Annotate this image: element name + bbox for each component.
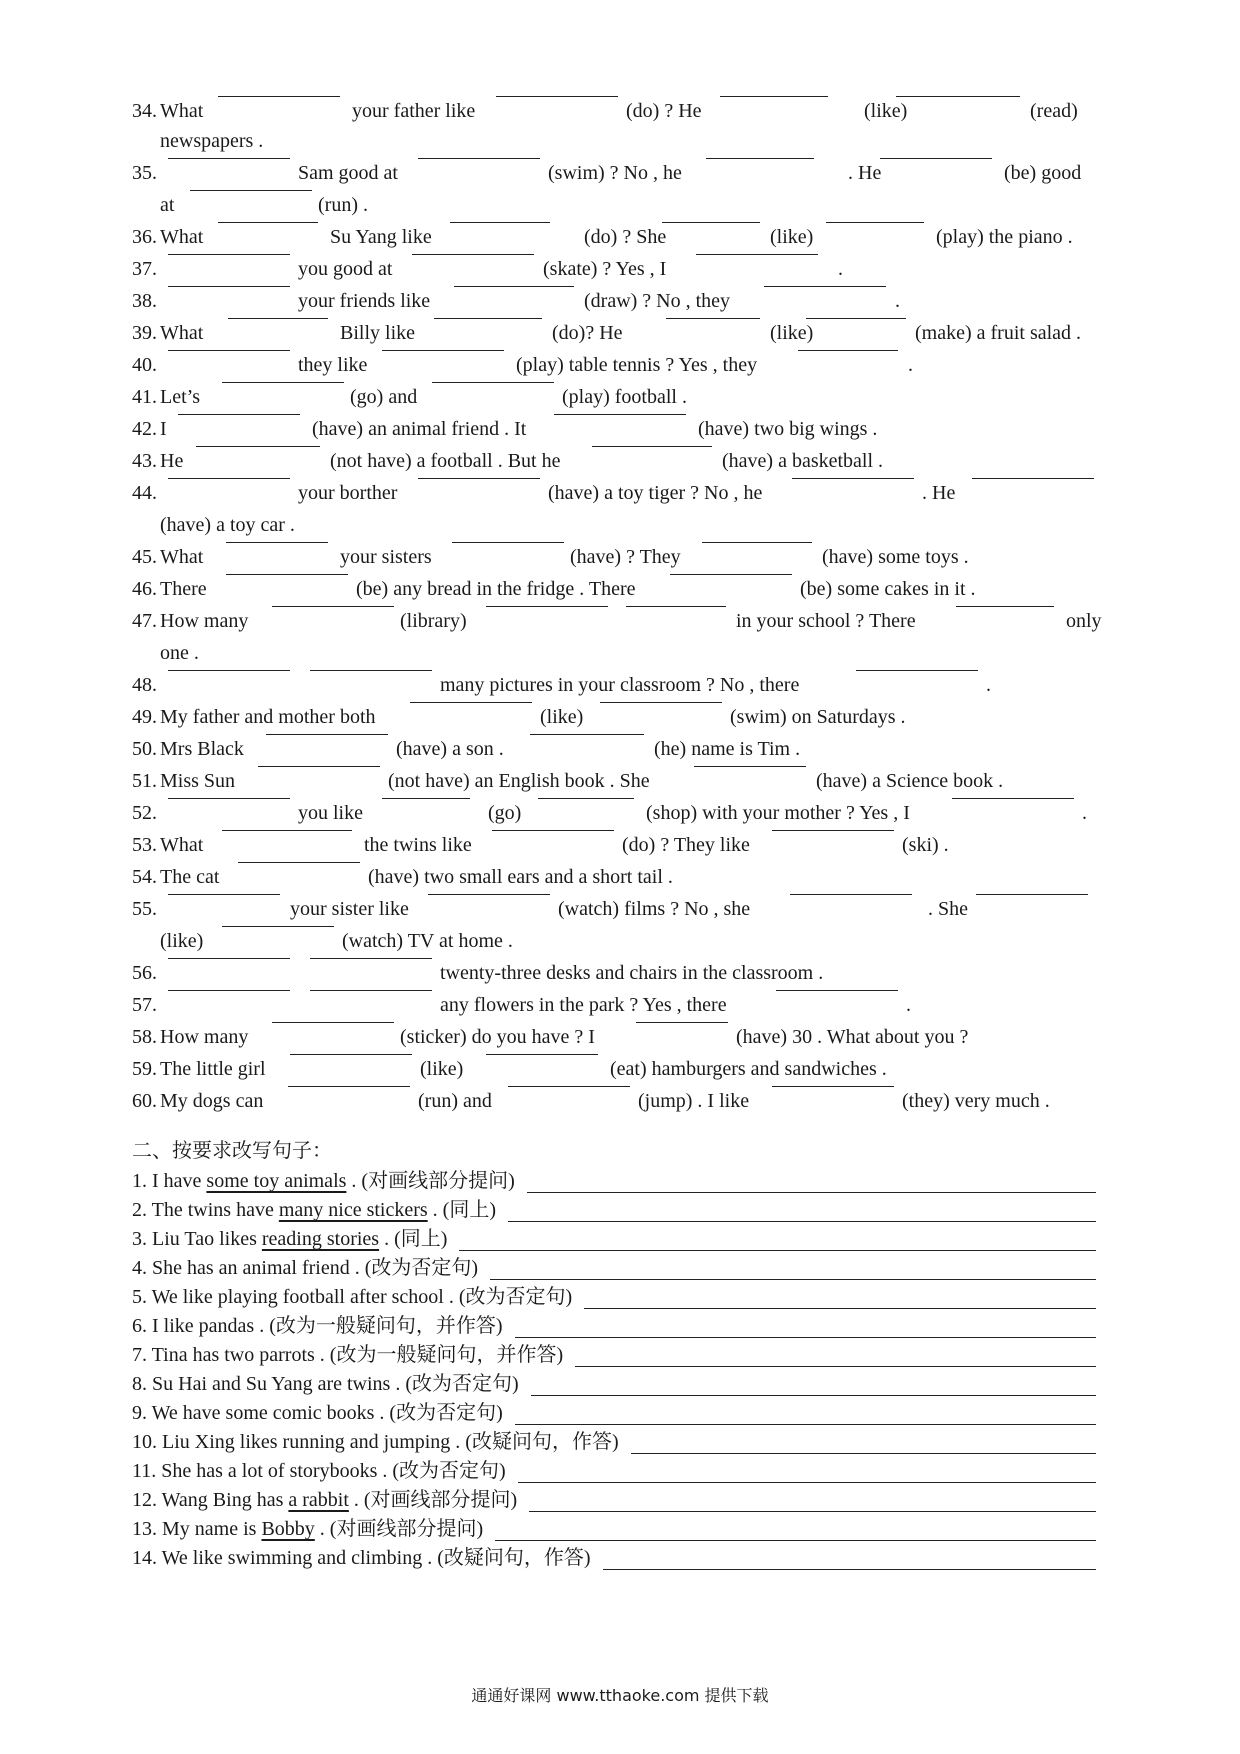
rewrite-item [132,1485,517,1515]
rewrite-item [132,1253,478,1283]
answer-blank[interactable] [776,990,898,991]
rewrite-instruction: . (同上) [427,1199,496,1221]
answer-blank[interactable] [418,478,540,479]
answer-blank[interactable] [168,350,290,351]
answer-blank[interactable] [626,606,726,607]
item-number: 34. [132,100,157,122]
answer-blank[interactable] [702,542,812,543]
item-text: (watch) TV at home . [342,930,513,952]
answer-blank[interactable] [538,798,634,799]
item-text: (skate) ? Yes , I [543,258,667,280]
item-number: 41. [132,386,157,408]
item-text: twenty-three desks and chairs in the classroom . [440,962,824,984]
answer-blank[interactable] [272,1022,394,1023]
item-text: (like) [540,706,584,728]
item-number: 51. [132,770,157,792]
item-text: your friends like [298,290,431,312]
answer-line[interactable] [631,1453,1096,1454]
answer-blank[interactable] [592,446,712,447]
underlined-part: reading stories [261,1228,380,1250]
answer-line[interactable] [531,1395,1096,1396]
answer-blank[interactable] [694,766,806,767]
item-text: (be) some cakes in it . [800,578,976,600]
answer-blank[interactable] [382,798,470,799]
item-text: (they) very much . [902,1090,1050,1112]
item-text: (play) the piano . [936,226,1073,248]
item-text: any flowers in the park ? Yes , there [440,994,727,1016]
item-text: What [160,322,204,344]
item-text: Let’s [160,386,200,408]
answer-blank[interactable] [196,446,320,447]
item-number: 39. [132,322,157,344]
answer-line[interactable] [527,1192,1096,1193]
item-number: 58. [132,1026,157,1048]
rewrite-item [132,1456,506,1486]
item-text: newspapers . [160,130,264,152]
answer-blank[interactable] [772,1086,894,1087]
item-text: Billy like [340,322,415,344]
rewrite-item [132,1543,591,1573]
rewrite-item [132,1514,483,1544]
answer-blank[interactable] [168,990,290,991]
underlined-part: a rabbit [288,1489,349,1511]
item-text: (have) ? They [570,546,681,568]
item-text: (swim) on Saturdays . [730,706,906,728]
item-text: (do) ? He [626,100,702,122]
item-text: (watch) films ? No , she [558,898,751,920]
item-text: (do) ? They like [622,834,750,856]
item-text: (do) ? She [584,226,667,248]
item-text: . He [848,162,882,184]
answer-blank[interactable] [764,286,886,287]
item-number: 36. [132,226,157,248]
item-text: the twins like [364,834,472,856]
answer-line[interactable] [515,1337,1096,1338]
answer-blank[interactable] [266,734,388,735]
answer-blank[interactable] [492,830,614,831]
answer-line[interactable] [508,1221,1096,1222]
answer-blank[interactable] [880,158,992,159]
answer-blank[interactable] [662,222,760,223]
item-text: at [160,194,175,216]
rewrite-prompt: 10. Liu Xing likes running and jumping . (改疑问句，作答) [132,1431,619,1453]
answer-line[interactable] [515,1424,1096,1425]
item-number: 47. [132,610,157,632]
answer-blank[interactable] [670,574,792,575]
answer-blank[interactable] [168,478,290,479]
item-number: 49. [132,706,157,728]
rewrite-prompt: 6. I like pandas . (改为一般疑问句，并作答) [132,1315,503,1337]
answer-blank[interactable] [428,894,550,895]
rewrite-instruction: . (同上) [379,1228,448,1250]
item-text: . [986,674,991,696]
answer-blank[interactable] [452,542,564,543]
answer-blank[interactable] [896,96,1020,97]
item-text: (like) [864,100,908,122]
item-text: . He [922,482,956,504]
item-text: He [160,450,184,472]
item-text: Miss Sun [160,770,236,792]
item-text: (not have) an English book . She [388,770,650,792]
answer-blank[interactable] [168,286,290,287]
answer-blank[interactable] [508,1086,630,1087]
answer-blank[interactable] [600,702,722,703]
item-text: What [160,834,204,856]
answer-blank[interactable] [382,350,504,351]
answer-blank[interactable] [310,990,432,991]
item-text: . [895,290,900,312]
answer-line[interactable] [459,1250,1096,1251]
answer-blank[interactable] [972,478,1094,479]
page-footer: 通通好课网 www.tthaoke.com 提供下载 [471,1686,769,1705]
answer-blank[interactable] [554,414,686,415]
item-text: (eat) hamburgers and sandwiches . [610,1058,887,1080]
item-text: (go) [488,802,522,824]
item-text: (have) a toy car . [160,514,295,536]
answer-blank[interactable] [310,670,432,671]
answer-line[interactable] [490,1279,1096,1280]
answer-blank[interactable] [272,606,394,607]
item-text: What [160,546,204,568]
underlined-part: many nice stickers [278,1199,428,1221]
item-text: (like) [160,930,204,952]
answer-blank[interactable] [856,670,978,671]
item-number: 35. [132,162,157,184]
rewrite-item [132,1311,503,1341]
item-text: in your school ? There [736,610,916,632]
rewrite-prompt: 5. We like playing football after school . (改为否定句) [132,1286,573,1308]
answer-blank[interactable] [826,222,924,223]
rewrite-prompt: 7. Tina has two parrots . (改为一般疑问句，并作答) [132,1344,564,1366]
answer-blank[interactable] [496,96,618,97]
item-text: . [908,354,913,376]
answer-blank[interactable] [636,1022,728,1023]
answer-blank[interactable] [222,382,344,383]
item-text: (have) a son . [396,738,504,760]
item-text: . [1082,802,1087,824]
answer-blank[interactable] [530,734,644,735]
item-number: 44. [132,482,157,504]
underlined-part: Bobby [261,1518,315,1540]
answer-blank[interactable] [720,96,828,97]
item-text: your sisters [340,546,432,568]
answer-blank[interactable] [168,254,290,255]
rewrite-prompt: 9. We have some comic books . (改为否定句) [132,1402,503,1424]
item-text: (have) a basketball . [722,450,884,472]
answer-blank[interactable] [238,862,360,863]
item-text: (have) a toy tiger ? No , he [548,482,763,504]
item-text: (sticker) do you have ? I [400,1026,595,1048]
answer-line[interactable] [584,1308,1096,1309]
item-text: your borther [298,482,398,504]
rewrite-prompt: 11. She has a lot of storybooks . (改为否定句) [132,1460,506,1482]
rewrite-item [132,1195,496,1225]
item-text: (draw) ? No , they [584,290,731,312]
item-text: (not have) a football . But he [330,450,561,472]
rewrite-item [132,1340,563,1370]
item-text: (go) and [350,386,418,408]
item-text: (read) [1030,100,1078,122]
answer-blank[interactable] [168,798,290,799]
item-text: (do)? He [552,322,623,344]
item-text: (have) two big wings . [698,418,878,440]
answer-blank[interactable] [432,382,554,383]
item-text: (like) [420,1058,464,1080]
item-text: (jump) . I like [638,1090,750,1112]
rewrite-prompt: 1. I have [132,1170,207,1192]
answer-blank[interactable] [310,958,432,959]
answer-blank[interactable] [226,574,348,575]
answer-blank[interactable] [806,318,906,319]
item-number: 42. [132,418,157,440]
item-text: (be) good [1004,162,1082,184]
answer-blank[interactable] [412,254,534,255]
item-text: one . [160,642,199,664]
item-text: your father like [352,100,476,122]
item-text: (play) football . [562,386,687,408]
answer-blank[interactable] [418,158,540,159]
rewrite-item [132,1166,515,1196]
answer-blank[interactable] [218,96,340,97]
answer-blank[interactable] [450,222,550,223]
item-number: 60. [132,1090,157,1112]
answer-blank[interactable] [168,958,290,959]
item-number: 55. [132,898,157,920]
answer-blank[interactable] [290,1054,412,1055]
item-number: 57. [132,994,157,1016]
item-text: (be) any bread in the fridge . There [356,578,636,600]
item-text: (he) name is Tim . [654,738,801,760]
item-text: (library) [400,610,467,632]
answer-blank[interactable] [792,478,914,479]
item-text: you like [298,802,363,824]
answer-blank[interactable] [168,158,290,159]
item-text: . [838,258,843,280]
answer-blank[interactable] [952,798,1074,799]
item-text: (play) table tennis ? Yes , they [516,354,758,376]
item-number: 43. [132,450,157,472]
item-number: 52. [132,802,157,824]
item-text: (shop) with your mother ? Yes , I [646,802,910,824]
item-number: 56. [132,962,157,984]
answer-blank[interactable] [226,542,328,543]
item-text: I [160,418,167,440]
item-text: My father and mother both [160,706,376,728]
answer-line[interactable] [575,1366,1096,1367]
rewrite-prompt: 13. My name is [132,1518,262,1540]
item-text: (run) and [418,1090,492,1112]
item-number: 37. [132,258,157,280]
item-text: (run) . [318,194,368,216]
rewrite-prompt: 12. Wang Bing has [132,1489,289,1511]
answer-blank[interactable] [666,318,760,319]
underlined-part: some toy animals [206,1170,347,1192]
item-number: 59. [132,1058,157,1080]
answer-blank[interactable] [798,350,898,351]
item-text: My dogs can [160,1090,264,1112]
answer-blank[interactable] [168,894,280,895]
item-text: The cat [160,866,220,888]
item-text: . [906,994,911,1016]
item-text: (make) a fruit salad . [915,322,1082,344]
answer-blank[interactable] [178,414,300,415]
item-text: Sam good at [298,162,398,184]
item-text: (have) 30 . What about you ? [736,1026,969,1048]
item-number: 50. [132,738,157,760]
item-text: What [160,226,204,248]
item-text: The little girl [160,1058,266,1080]
item-text: many pictures in your classroom ? No , there [440,674,800,696]
item-text: . She [928,898,968,920]
answer-blank[interactable] [258,766,380,767]
rewrite-instruction: . (对画线部分提问) [348,1489,518,1511]
rewrite-prompt: 8. Su Hai and Su Yang are twins . (改为否定句) [132,1373,519,1395]
answer-line[interactable] [603,1569,1096,1570]
item-text: (have) an animal friend . It [312,418,527,440]
rewrite-prompt: 4. She has an animal friend . (改为否定句) [132,1257,479,1279]
item-text: (have) some toys . [822,546,969,568]
item-text: only [1066,610,1102,632]
item-text: they like [298,354,368,376]
answer-blank[interactable] [486,1054,598,1055]
item-number: 54. [132,866,157,888]
answer-blank[interactable] [218,222,318,223]
answer-blank[interactable] [190,190,312,191]
item-number: 45. [132,546,157,568]
rewrite-prompt: 14. We like swimming and climbing . (改疑问句，作答) [132,1547,591,1569]
answer-blank[interactable] [410,702,532,703]
section-two-title: 二、按要求改写句子： [132,1140,332,1162]
rewrite-item [132,1398,503,1428]
item-text: What [160,100,204,122]
answer-blank[interactable] [976,894,1088,895]
item-text: There [160,578,207,600]
answer-blank[interactable] [222,830,352,831]
rewrite-instruction: . (对画线部分提问) [314,1518,484,1540]
answer-blank[interactable] [228,318,328,319]
item-number: 40. [132,354,157,376]
item-text: How many [160,610,249,632]
rewrite-item [132,1369,519,1399]
item-text: your sister like [290,898,409,920]
item-text: (have) a Science book . [816,770,1004,792]
rewrite-item [132,1224,447,1254]
item-text: (swim) ? No , he [548,162,682,184]
answer-blank[interactable] [790,894,912,895]
answer-blank[interactable] [222,926,334,927]
rewrite-item [132,1427,619,1457]
answer-line[interactable] [518,1482,1096,1483]
item-text: you good at [298,258,393,280]
item-number: 48. [132,674,157,696]
item-text: (like) [770,226,814,248]
rewrite-prompt: 3. Liu Tao likes [132,1228,262,1250]
answer-blank[interactable] [288,1086,410,1087]
answer-blank[interactable] [486,606,608,607]
answer-blank[interactable] [168,670,290,671]
rewrite-item [132,1282,572,1312]
item-text: (have) two small ears and a short tail . [368,866,673,888]
item-text: (like) [770,322,814,344]
item-text: Su Yang like [330,226,432,248]
item-text: Mrs Black [160,738,244,760]
item-number: 46. [132,578,157,600]
item-text: How many [160,1026,249,1048]
answer-line[interactable] [495,1540,1096,1541]
answer-blank[interactable] [696,254,818,255]
rewrite-prompt: 2. The twins have [132,1199,279,1221]
item-text: (ski) . [902,834,949,856]
item-number: 53. [132,834,157,856]
answer-blank[interactable] [454,286,574,287]
answer-blank[interactable] [956,606,1054,607]
rewrite-instruction: . (对画线部分提问) [346,1170,515,1192]
answer-line[interactable] [529,1511,1096,1512]
answer-blank[interactable] [772,830,894,831]
item-number: 38. [132,290,157,312]
answer-blank[interactable] [434,318,542,319]
answer-blank[interactable] [706,158,814,159]
